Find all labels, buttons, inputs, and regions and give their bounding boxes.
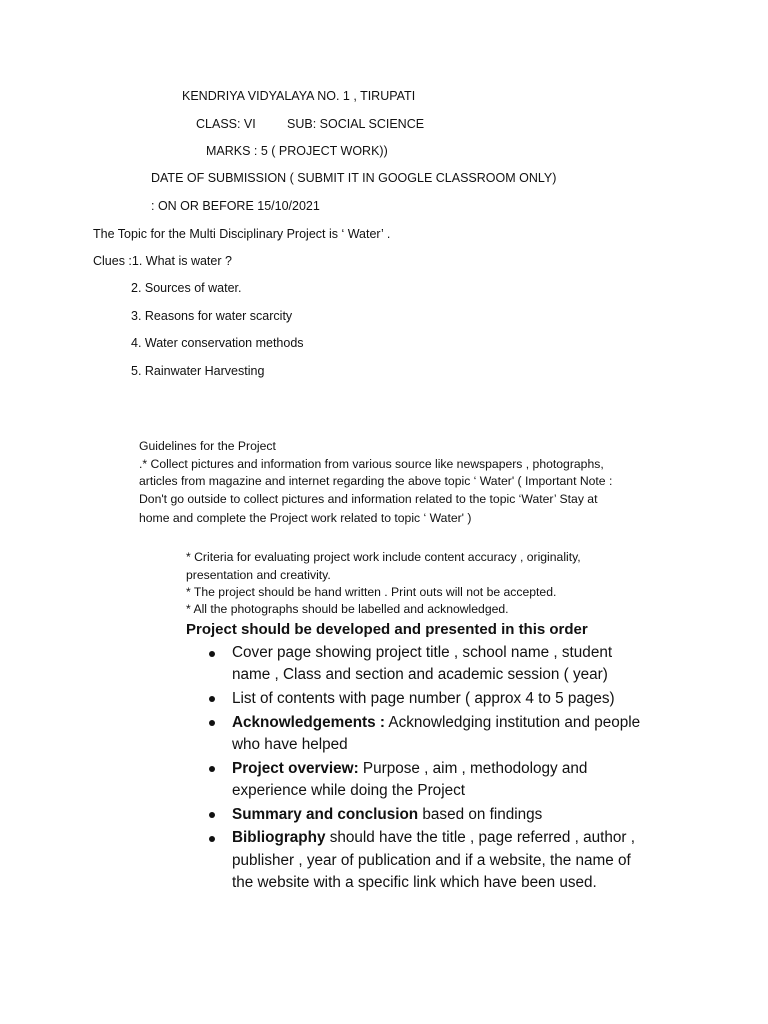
list-item <box>186 758 686 803</box>
criteria-line: * Criteria for evaluating project work include content accuracy , originality, <box>186 550 581 564</box>
list-item <box>186 827 686 894</box>
list-item-text: List of contents with page number ( approx 4 to 5 pages) <box>232 689 615 707</box>
subject-label: SUB: SOCIAL SCIENCE <box>287 117 425 131</box>
class-label: CLASS: VI <box>196 117 256 131</box>
school-name: KENDRIYA VIDYALAYA NO. 1 , TIRUPATI <box>182 89 416 103</box>
order-list <box>186 642 686 896</box>
clue-item: 5. Rainwater Harvesting <box>131 364 265 378</box>
list-item <box>186 688 686 710</box>
guidelines-line: .* Collect pictures and information from various source like newspapers , photographs, <box>139 457 604 471</box>
list-item <box>186 642 686 687</box>
list-item <box>186 712 686 757</box>
criteria-line: presentation and creativity. <box>186 568 331 582</box>
list-item-text: the website with a specific link which have been used. <box>232 873 597 891</box>
guidelines-line: Don't go outside to collect pictures and information related to the topic ‘Water’ Stay at <box>139 492 598 506</box>
list-item <box>186 804 686 826</box>
clue-item: Clues :1. What is water ? <box>93 254 232 268</box>
list-item-bold: Project overview: <box>232 759 359 777</box>
clue-item: 3. Reasons for water scarcity <box>131 309 293 323</box>
clue-item: 4. Water conservation methods <box>131 336 304 350</box>
guidelines-line: articles from magazine and internet regarding the above topic ‘ Water' ( Important Note : <box>139 474 613 488</box>
bullet-icon <box>209 836 215 842</box>
list-item-text: should have the title , page referred , author , <box>325 829 636 847</box>
list-item-text: who have helped <box>232 735 348 753</box>
topic-line: The Topic for the Multi Disciplinary Project is ‘ Water’ . <box>93 227 391 241</box>
list-item-bold: Bibliography <box>232 829 326 847</box>
deadline-label: : ON OR BEFORE 15/10/2021 <box>151 199 320 213</box>
list-item-bold: Summary and conclusion <box>232 805 419 823</box>
list-item-text: based on findings <box>418 805 543 823</box>
order-heading: Project should be developed and presented in this order <box>186 621 588 638</box>
list-item-bold: Acknowledgements : <box>232 713 385 731</box>
bullet-icon <box>209 696 215 702</box>
marks-label: MARKS : 5 ( PROJECT WORK)) <box>206 144 388 158</box>
bullet-icon <box>209 651 215 657</box>
guidelines-line: home and complete the Project work related to topic ‘ Water' ) <box>139 511 472 525</box>
criteria-line: * The project should be hand written . Print outs will not be accepted. <box>186 585 557 599</box>
criteria-line: * All the photographs should be labelled and acknowledged. <box>186 602 509 616</box>
list-item-text: name , Class and section and academic session ( year) <box>232 666 608 684</box>
list-item-text: publisher , year of publication and if a website, the name of <box>232 851 631 869</box>
guidelines-heading: Guidelines for the Project <box>139 439 276 453</box>
list-item-text: Acknowledging institution and people <box>385 713 641 731</box>
clue-item: 2. Sources of water. <box>131 281 242 295</box>
bullet-icon <box>209 720 215 726</box>
bullet-icon <box>209 812 215 818</box>
bullet-icon <box>209 766 215 772</box>
list-item-text: Purpose , aim , methodology and <box>358 759 588 777</box>
list-item-text: Cover page showing project title , school name , student <box>232 644 613 661</box>
list-item-text: experience while doing the Project <box>232 781 465 799</box>
submission-label: DATE OF SUBMISSION ( SUBMIT IT IN GOOGLE CLASSROOM ONLY) <box>151 171 557 185</box>
